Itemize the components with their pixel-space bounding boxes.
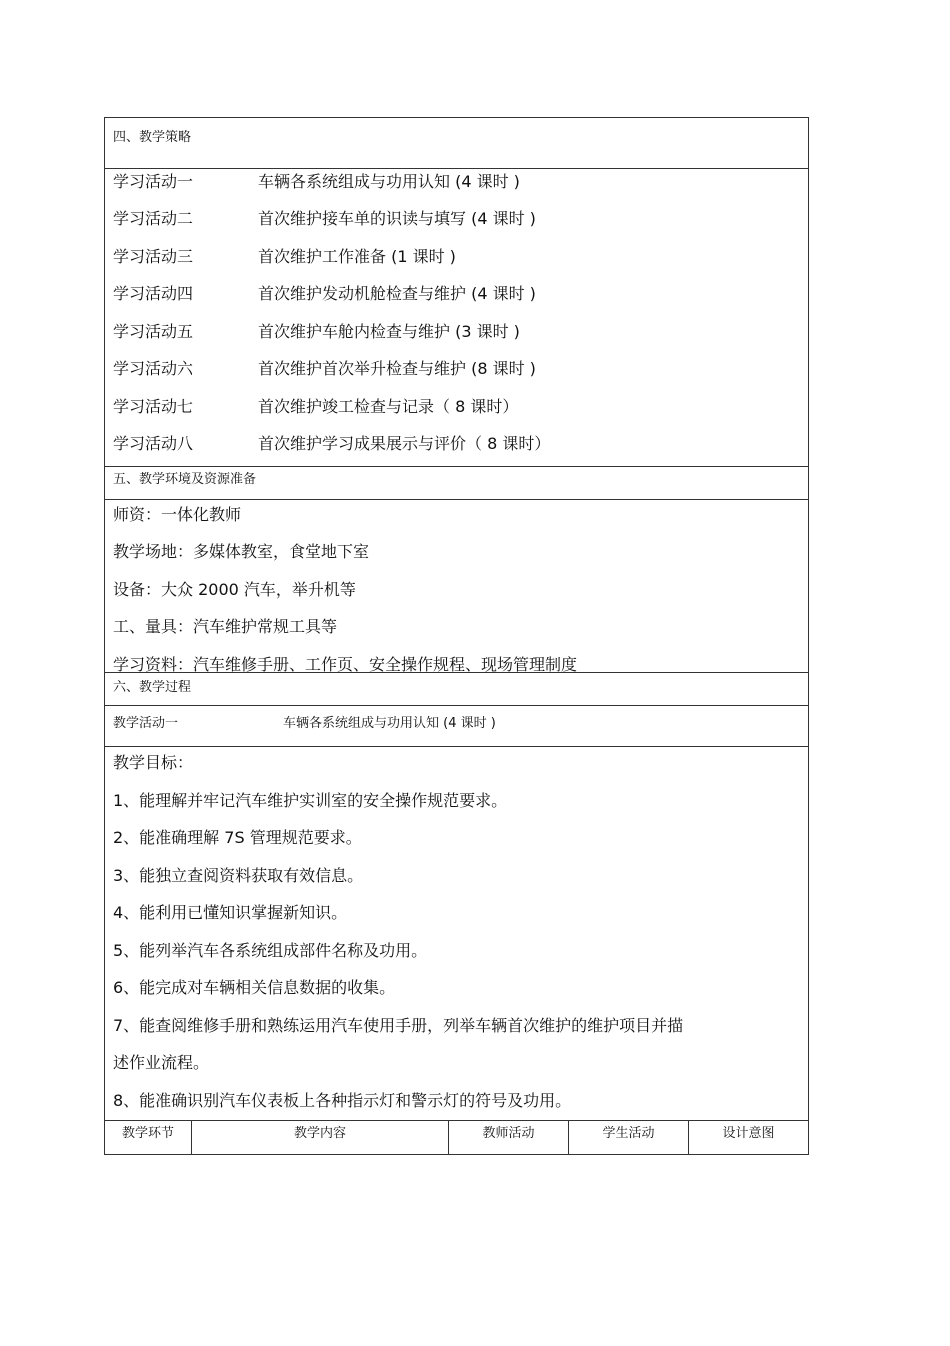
goal-5: 5、能列举汽车各系统组成部件名称及功用。 — [113, 941, 428, 960]
header-cell-stage: 教学环节 — [105, 1121, 192, 1154]
venue-line: 教学场地：多媒体教室，食堂地下室 — [113, 542, 370, 561]
header-cell-teacher: 教师活动 — [449, 1121, 569, 1154]
goal-8: 8、能准确识别汽车仪表板上各种指示灯和警示灯的符号及功用。 — [113, 1091, 572, 1110]
tools-line: 工、量具：汽车维护常规工具等 — [113, 617, 338, 636]
activity-label: 学习活动三 — [113, 247, 194, 266]
activity-label: 学习活动二 — [113, 209, 194, 228]
header-cell-intent: 设计意图 — [722, 1126, 775, 1141]
activity-label: 学习活动五 — [113, 322, 194, 341]
equipment-line: 设备：大众 2000 汽车，举升机等 — [113, 580, 356, 599]
goal-6: 6、能完成对车辆相关信息数据的收集。 — [113, 978, 396, 997]
teaching-activity-label: 教学活动一 — [113, 716, 179, 731]
section5-content-box — [104, 499, 809, 673]
activity-text: 首次维护车舱内检查与维护 (3 课时 ) — [258, 322, 520, 341]
activity-text: 首次维护首次举升检查与维护 (8 课时 ) — [258, 359, 536, 378]
header-cell-student: 学生活动 — [569, 1121, 689, 1154]
activity-text: 首次维护竣工检查与记录（ 8 课时） — [258, 397, 519, 416]
section4-title-box — [104, 117, 809, 169]
section6-title-box — [104, 672, 809, 706]
activity-text: 首次维护发动机舱检查与维护 (4 课时 ) — [258, 284, 536, 303]
materials-line: 学习资料：汽车维修手册、工作页、安全操作规程、现场管理制度 — [113, 655, 578, 674]
section6-title: 六、教学过程 — [113, 680, 192, 695]
activity-label: 学习活动七 — [113, 397, 194, 416]
process-table-header — [104, 1120, 809, 1155]
activity-label: 学习活动四 — [113, 284, 194, 303]
goals-title: 教学目标： — [113, 753, 194, 772]
goal-1: 1、能理解并牢记汽车维护实训室的安全操作规范要求。 — [113, 791, 508, 810]
activity-text: 首次维护学习成果展示与评价（ 8 课时） — [258, 434, 551, 453]
section5-title-box — [104, 466, 809, 500]
teacher-line: 师资：一体化教师 — [113, 505, 242, 524]
goal-2: 2、能准确理解 7S 管理规范要求。 — [113, 828, 362, 847]
activity-label: 学习活动八 — [113, 434, 194, 453]
activity-text: 首次维护接车单的识读与填写 (4 课时 ) — [258, 209, 536, 228]
teaching-goals-box — [104, 746, 809, 1121]
section5-title: 五、教学环境及资源准备 — [113, 472, 257, 487]
section4-title: 四、教学策略 — [113, 130, 192, 145]
goal-7-continued: 述作业流程。 — [113, 1053, 210, 1072]
goal-3: 3、能独立查阅资料获取有效信息。 — [113, 866, 364, 885]
activity-text: 首次维护工作准备 (1 课时 ) — [258, 247, 456, 266]
teaching-activity-box — [104, 705, 809, 747]
header-cell-content: 教学内容 — [192, 1121, 449, 1154]
activity-text: 车辆各系统组成与功用认知 (4 课时 ) — [258, 172, 520, 191]
activity-label: 学习活动六 — [113, 359, 194, 378]
goal-4: 4、能利用已懂知识掌握新知识。 — [113, 903, 348, 922]
section4-activities-box — [104, 168, 809, 467]
teaching-activity-text: 车辆各系统组成与功用认知 (4 课时 ) — [283, 716, 496, 731]
goal-7: 7、能查阅维修手册和熟练运用汽车使用手册，列举车辆首次维护的维护项目并描 — [113, 1016, 684, 1035]
activity-label: 学习活动一 — [113, 172, 194, 191]
